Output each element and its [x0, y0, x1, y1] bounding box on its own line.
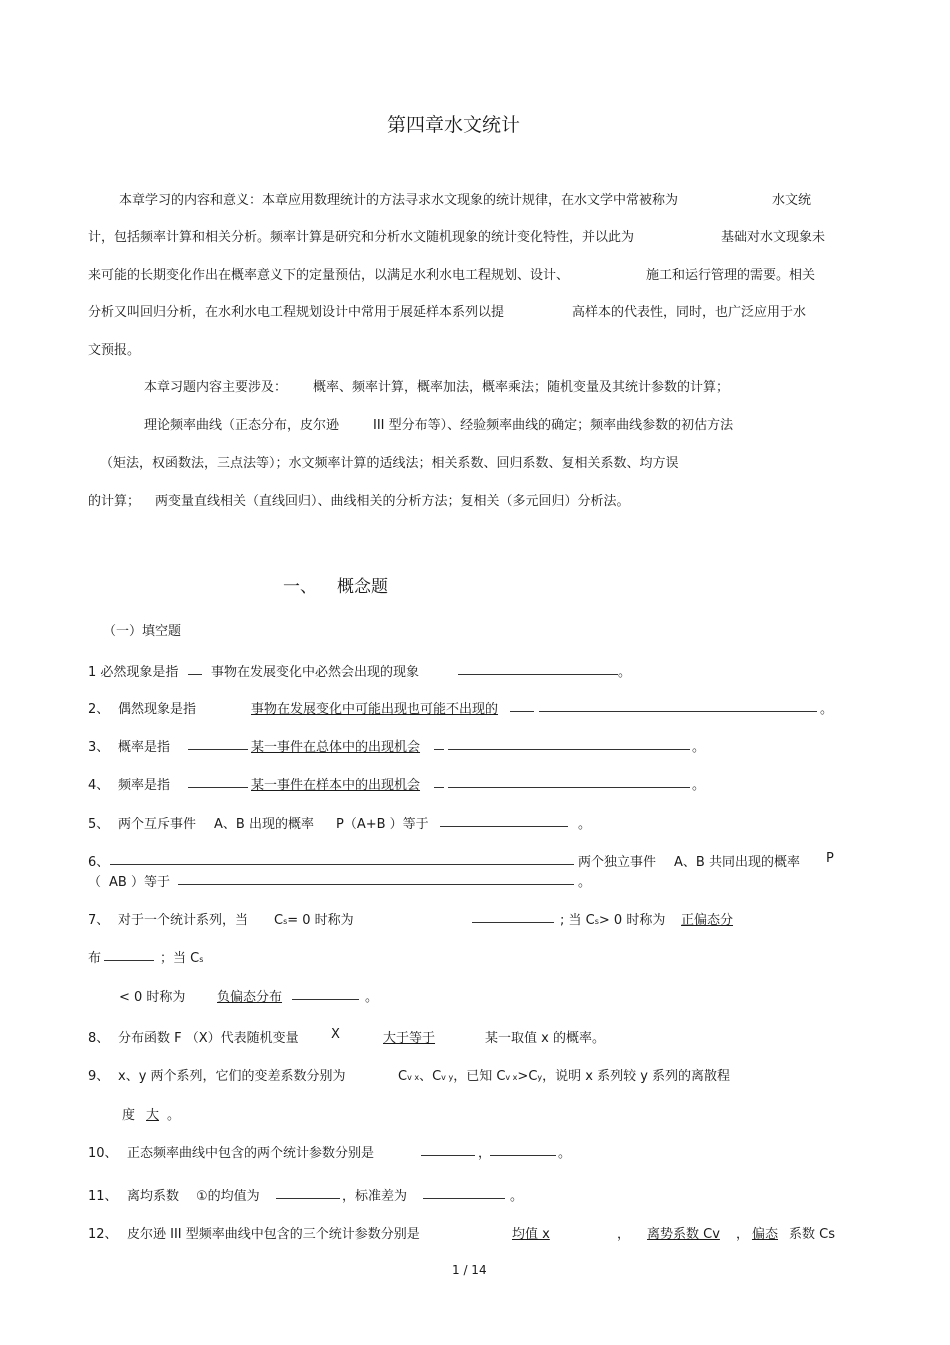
- scope-line-1b: 概率、频率计算，概率加法，概率乘法；随机变量及其统计参数的计算；: [313, 380, 730, 395]
- q2-end: 。: [820, 702, 834, 717]
- q3-prefix: 概率是指: [118, 740, 171, 755]
- q5-events: A、B 出现的概率: [214, 817, 314, 832]
- q7-cs-1-sub: s: [283, 917, 288, 926]
- q3-blank: [188, 737, 248, 750]
- intro-line-3b: 施工和运行管理的需要。相关: [646, 268, 816, 283]
- q2-blank: [510, 699, 534, 712]
- subsection-title: （一）填空题: [103, 624, 182, 639]
- q10-blank-1: [421, 1143, 475, 1156]
- q3-blank-2: [434, 737, 444, 750]
- q6-prefix: 两个独立事件: [578, 855, 657, 870]
- q9-answer: 大: [146, 1108, 160, 1123]
- q6-end: 。: [578, 875, 592, 890]
- q4-number: 4、: [88, 778, 110, 793]
- intro-line-2b: 基础对水文现象未: [721, 230, 826, 245]
- intro-line-4b: 高样本的代表性，同时，也广泛应用于水: [572, 305, 807, 320]
- q7-blank-3: [292, 987, 359, 1000]
- q9-cvy: 、C: [419, 1069, 442, 1084]
- q7-number: 7、: [88, 913, 110, 928]
- q9-known-sub: v x: [505, 1073, 518, 1082]
- q7-cs-3-sub: s: [199, 955, 204, 964]
- q7-blank: [472, 910, 554, 923]
- q9-number: 9、: [88, 1069, 110, 1084]
- q12-comma-1: ，: [617, 1227, 631, 1242]
- q7-cs-1: [274, 909, 354, 928]
- q7-cond-1: = 0 时称为: [287, 913, 354, 928]
- q11-prefix: 离均系数: [127, 1189, 180, 1204]
- q1-answer: 事物在发展变化中必然会出现的现象: [211, 665, 420, 680]
- q12-number: 12、: [88, 1227, 118, 1242]
- q7-cond-2: > 0 时称为: [598, 913, 666, 928]
- scope-line-3: （矩法，权函数法，三点法等）；水文频率计算的适线法；相关系数、回归系数、复相关系数、均方误: [100, 456, 679, 471]
- q12-comma-2: ，: [736, 1227, 750, 1242]
- q7-answer-1: 正偏态分: [681, 913, 734, 928]
- q5-number: 5、: [88, 817, 110, 832]
- q12-answer-cv: 离势系数 Cv: [647, 1227, 720, 1242]
- q11-mean: ①的均值为: [196, 1189, 260, 1204]
- q7-cont: 布: [88, 951, 102, 966]
- q9-known: ，已知 C: [453, 1069, 506, 1084]
- q12-answer-mean: 均值 x: [512, 1227, 550, 1242]
- q8-suffix: 某一取值 x 的概率。: [485, 1031, 605, 1046]
- q9-explain: ，说明 x 系列较 y 系列的离散程: [542, 1069, 731, 1084]
- q11-blank-2: [423, 1186, 505, 1199]
- q2-blank-2: [539, 699, 817, 712]
- q5-end: 。: [578, 817, 592, 832]
- q7-end: 。: [365, 990, 379, 1005]
- q6-blank: [110, 852, 574, 865]
- q11-end: 。: [510, 1189, 524, 1204]
- q4-end: 。: [692, 778, 706, 793]
- q1-blank: [188, 662, 202, 675]
- q7-cs-1-letter: C: [274, 913, 284, 928]
- q3-end: 。: [692, 740, 706, 755]
- q6-paren: （: [88, 875, 102, 890]
- intro-line-1b: 水文统: [772, 193, 812, 208]
- scope-line-2b: III 型分布等）、经验频率曲线的确定；频率曲线参数的初估方法: [373, 418, 734, 433]
- q8-x: X: [331, 1027, 340, 1042]
- scope-line-4b: 两变量直线相关（直线回归）、曲线相关的分析方法；复相关（多元回归）分析法。: [155, 494, 630, 509]
- q11-number: 11、: [88, 1189, 118, 1204]
- q11-std: ，标准差为: [342, 1189, 408, 1204]
- q4-answer: 某一事件在样本中的出现机会: [251, 778, 421, 793]
- q2-answer: 事物在发展变化中可能出现也可能不出现的: [251, 702, 499, 717]
- q9-formula: [398, 1065, 730, 1084]
- q7-cs-3: [160, 947, 203, 966]
- scope-line-2a: 理论频率曲线（正态分布，皮尔逊: [144, 418, 340, 433]
- intro-line-1a: 本章学习的内容和意义：本章应用数理统计的方法寻求水文现象的统计规律，在水文学中常被称为: [119, 193, 679, 208]
- q5-prefix: 两个互斥事件: [118, 817, 197, 832]
- q7-cs-2-sub: s: [594, 917, 599, 926]
- scope-line-1a: 本章习题内容主要涉及：: [144, 380, 288, 395]
- q7-answer-2: 负偏态分布: [217, 990, 283, 1005]
- q2-prefix: 偶然现象是指: [118, 702, 197, 717]
- page-title: 第四章水文统计: [387, 114, 521, 136]
- q12-prefix: 皮尔逊 III 型频率曲线中包含的三个统计参数分别是: [127, 1227, 420, 1242]
- q4-blank: [188, 775, 248, 788]
- q6-blank-2: [178, 872, 574, 885]
- q9-end: 。: [167, 1108, 181, 1123]
- q7-cs-2: [560, 909, 665, 928]
- section-title: 概念题: [337, 577, 388, 597]
- q7-cond-3: < 0 时称为: [119, 990, 186, 1005]
- q2-number: 2、: [88, 702, 110, 717]
- q3-number: 3、: [88, 740, 110, 755]
- q6-equals: AB ）等于: [109, 875, 170, 890]
- q4-blank-3: [448, 775, 690, 788]
- q9-prefix: x、y 两个系列，它们的变差系数分别为: [118, 1069, 346, 1084]
- q1-prefix: 1 必然现象是指: [88, 665, 179, 680]
- q6-p: P: [826, 851, 834, 866]
- intro-line-3a: 来可能的长期变化作出在概率意义下的定量预估，以满足水利水电工程规划、设计、: [88, 268, 570, 283]
- q4-blank-2: [434, 775, 444, 788]
- q10-prefix: 正态频率曲线中包含的两个统计参数分别是: [127, 1146, 375, 1161]
- section-number: 一、: [283, 577, 317, 597]
- q1-blank-2: [458, 662, 618, 675]
- q7-cs-2-letter: ; 当 C: [560, 913, 595, 928]
- q3-answer: 某一事件在总体中的出现机会: [251, 740, 421, 755]
- q10-end: 。: [558, 1146, 572, 1161]
- q5-prob: P（A+B ）等于: [336, 817, 429, 832]
- q9-cvx: C: [398, 1069, 408, 1084]
- q10-number: 10、: [88, 1146, 118, 1161]
- q3-blank-3: [448, 737, 690, 750]
- q11-blank-1: [276, 1186, 340, 1199]
- q8-number: 8、: [88, 1031, 110, 1046]
- q6-events: A、B 共同出现的概率: [674, 855, 800, 870]
- q9-cvy-sub: v y: [441, 1073, 454, 1082]
- q9-gt: >C: [517, 1069, 538, 1084]
- q1-end: 。: [618, 665, 632, 680]
- q6-number: 6、: [88, 855, 110, 870]
- q9-cvx-sub: v x: [407, 1073, 420, 1082]
- q7-blank-2: [104, 948, 154, 961]
- scope-line-4a: 的计算；: [88, 494, 141, 509]
- q9-gt-sub: y: [537, 1073, 543, 1082]
- q5-blank: [440, 814, 568, 827]
- q10-blank-2: [490, 1143, 556, 1156]
- q10-comma: ，: [478, 1146, 492, 1161]
- page-number: 1 / 14: [452, 1263, 487, 1277]
- q7-prefix: 对于一个统计系列，当: [118, 913, 249, 928]
- intro-line-2a: 计，包括频率计算和相关分析。频率计算是研究和分析水文随机现象的统计变化特性，并以此为: [88, 230, 635, 245]
- intro-line-4a: 分析又叫回归分析，在水利水电工程规划设计中常用于展延样本系列以提: [88, 305, 505, 320]
- q12-answer-skew: 偏态: [752, 1227, 779, 1242]
- q4-prefix: 频率是指: [118, 778, 171, 793]
- q8-prefix: 分布函数 F （X）代表随机变量: [118, 1031, 299, 1046]
- q8-answer: 大于等于: [383, 1031, 436, 1046]
- q9-cont: 度: [122, 1108, 136, 1123]
- q7-cs-3-letter: ；当 C: [160, 951, 200, 966]
- intro-line-5: 文预报。: [88, 343, 141, 358]
- q12-cs: 系数 Cs: [789, 1227, 835, 1242]
